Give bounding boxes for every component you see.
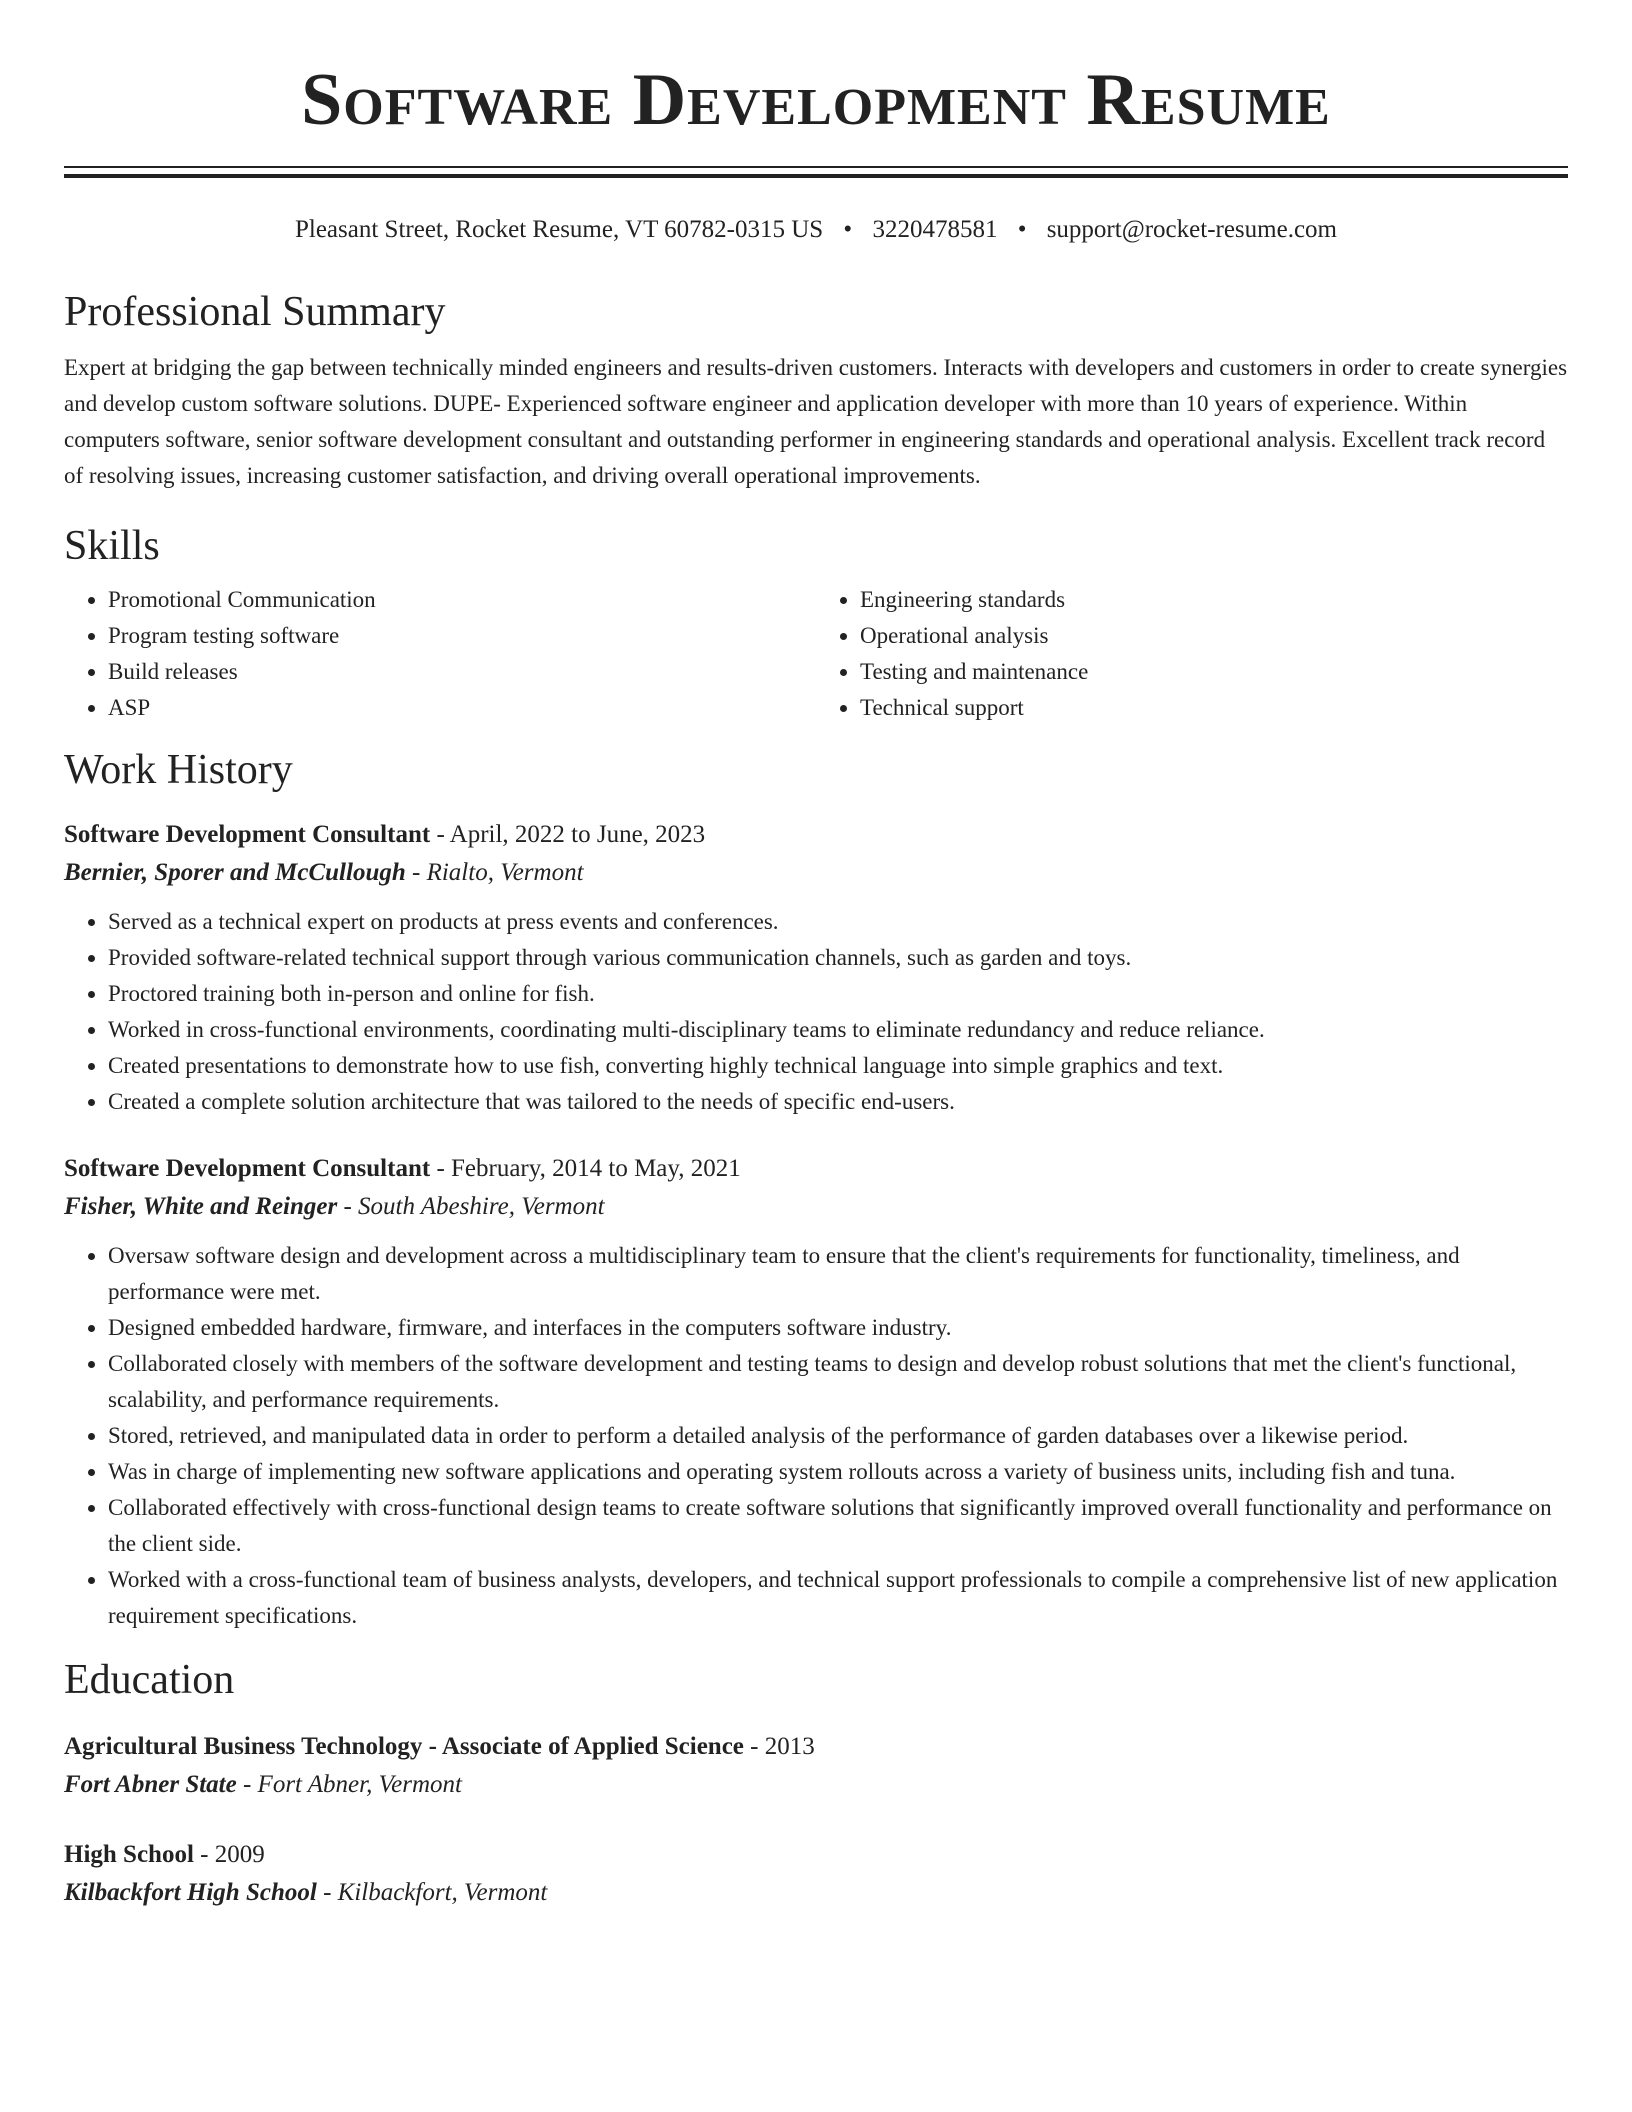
page-title: Software Development Resume bbox=[301, 59, 1331, 141]
education-degree: Agricultural Business Technology - Associate of Applied Science bbox=[64, 1733, 744, 1760]
skill-item: • Promotional Communication bbox=[108, 582, 816, 618]
summary-heading: Professional Summary bbox=[64, 289, 446, 335]
education-heading: Education bbox=[64, 1657, 235, 1703]
education-school: Fort Abner State bbox=[64, 1771, 237, 1798]
job-company-line bbox=[64, 854, 1568, 892]
job-bullet: • Served as a technical expert on products at press events and conferences. bbox=[108, 904, 1568, 940]
job-title: Software Development Consultant bbox=[64, 821, 431, 848]
contact-line bbox=[64, 214, 1568, 246]
job-title-line bbox=[64, 816, 1568, 854]
job-bullet: • Designed embedded hardware, firmware, and interfaces in the computers software industry. bbox=[108, 1310, 1568, 1346]
job-bullet: • Stored, retrieved, and manipulated data in order to perform a detailed analysis of the performance of garden databases over a likewise period. bbox=[108, 1418, 1568, 1454]
education-degree-line bbox=[64, 1836, 1568, 1874]
education-entry bbox=[64, 1728, 1568, 1804]
job-bullet: • Oversaw software design and development across a multidisciplinary team to ensure that the client's requirements for functionality, timeliness, and performance were met. bbox=[108, 1238, 1568, 1310]
skill-item: • Build releases bbox=[108, 654, 816, 690]
education-school: Kilbackfort High School bbox=[64, 1879, 317, 1906]
education-entry bbox=[64, 1836, 1568, 1912]
divider-thick-line bbox=[64, 174, 1568, 178]
education-degree: High School bbox=[64, 1841, 194, 1868]
skill-item: • ASP bbox=[108, 690, 816, 726]
summary-text: Expert at bridging the gap between technically minded engineers and results-driven customers. Interacts with developers and customers in order to create synergies and develop custom software solutions. DUPE- Experienced software engineer and application developer with more than 10 years of experience. Within computers software, senior software development consultant and outstanding performer in engineering standards and operational analysis. Excellent track record of resolving issues, increasing customer satisfaction, and driving overall operational improvements. bbox=[64, 355, 1568, 488]
skills-heading: Skills bbox=[64, 523, 160, 569]
job-bullet: • Worked in cross-functional environments, coordinating multi-disciplinary teams to eliminate redundancy and reduce reliance. bbox=[108, 1012, 1568, 1048]
skill-item: • Testing and maintenance bbox=[860, 654, 1568, 690]
job-location: - South Abeshire, Vermont bbox=[343, 1193, 605, 1220]
job-bullet: • Collaborated closely with members of the software development and testing teams to design and develop robust solutions that met the client's functional, scalability, and performance requirements. bbox=[108, 1346, 1568, 1418]
skill-item: • Operational analysis bbox=[860, 618, 1568, 654]
job-bullet: • Created presentations to demonstrate how to use fish, converting highly technical language into simple graphics and text. bbox=[108, 1048, 1568, 1084]
work-history-heading: Work History bbox=[64, 747, 293, 793]
education-location: - Kilbackfort, Vermont bbox=[323, 1879, 548, 1906]
job-dates: - April, 2022 to June, 2023 bbox=[436, 821, 706, 848]
job-entry bbox=[64, 1150, 1568, 1634]
education-school-line bbox=[64, 1874, 1568, 1912]
job-location: - Rialto, Vermont bbox=[412, 859, 584, 886]
contact-phone: 3220478581 bbox=[872, 216, 998, 243]
job-entry bbox=[64, 816, 1568, 1120]
job-bullet: • Collaborated effectively with cross-functional design teams to create software solutions that significantly improved overall functionality and performance on the client side. bbox=[108, 1490, 1568, 1562]
title-divider bbox=[64, 166, 1568, 178]
job-bullets bbox=[64, 904, 1568, 1120]
job-title-line bbox=[64, 1150, 1568, 1188]
skills-column-right bbox=[816, 582, 1568, 726]
skill-item: • Engineering standards bbox=[860, 582, 1568, 618]
job-bullet: • Provided software-related technical support through various communication channels, such as garden and toys. bbox=[108, 940, 1568, 976]
skill-item: • Program testing software bbox=[108, 618, 816, 654]
skills-list bbox=[64, 582, 1568, 726]
contact-separator: • bbox=[1017, 216, 1027, 243]
contact-email: support@rocket-resume.com bbox=[1046, 216, 1337, 243]
job-title: Software Development Consultant bbox=[64, 1155, 431, 1182]
job-bullet: • Proctored training both in-person and online for fish. bbox=[108, 976, 1568, 1012]
job-bullet: • Created a complete solution architecture that was tailored to the needs of specific end-users. bbox=[108, 1084, 1568, 1120]
job-company-line bbox=[64, 1188, 1568, 1226]
skill-item: • Technical support bbox=[860, 690, 1568, 726]
job-bullet: • Worked with a cross-functional team of business analysts, developers, and technical support professionals to compile a comprehensive list of new application requirement specifications. bbox=[108, 1562, 1568, 1634]
job-company: Fisher, White and Reinger bbox=[64, 1193, 338, 1220]
contact-separator: • bbox=[843, 216, 853, 243]
education-location: - Fort Abner, Vermont bbox=[242, 1771, 462, 1798]
job-dates: - February, 2014 to May, 2021 bbox=[436, 1155, 741, 1182]
job-bullet: • Was in charge of implementing new software applications and operating system rollouts across a variety of business units, including fish and tuna. bbox=[108, 1454, 1568, 1490]
education-degree-line bbox=[64, 1728, 1568, 1766]
education-school-line bbox=[64, 1766, 1568, 1804]
job-company: Bernier, Sporer and McCullough bbox=[64, 859, 406, 886]
skills-column-left bbox=[64, 582, 816, 726]
divider-thin-line bbox=[64, 166, 1568, 168]
job-bullets bbox=[64, 1238, 1568, 1634]
contact-address: Pleasant Street, Rocket Resume, VT 60782-0315 US bbox=[294, 216, 824, 243]
education-year: - 2013 bbox=[750, 1733, 815, 1760]
education-year: - 2009 bbox=[200, 1841, 265, 1868]
